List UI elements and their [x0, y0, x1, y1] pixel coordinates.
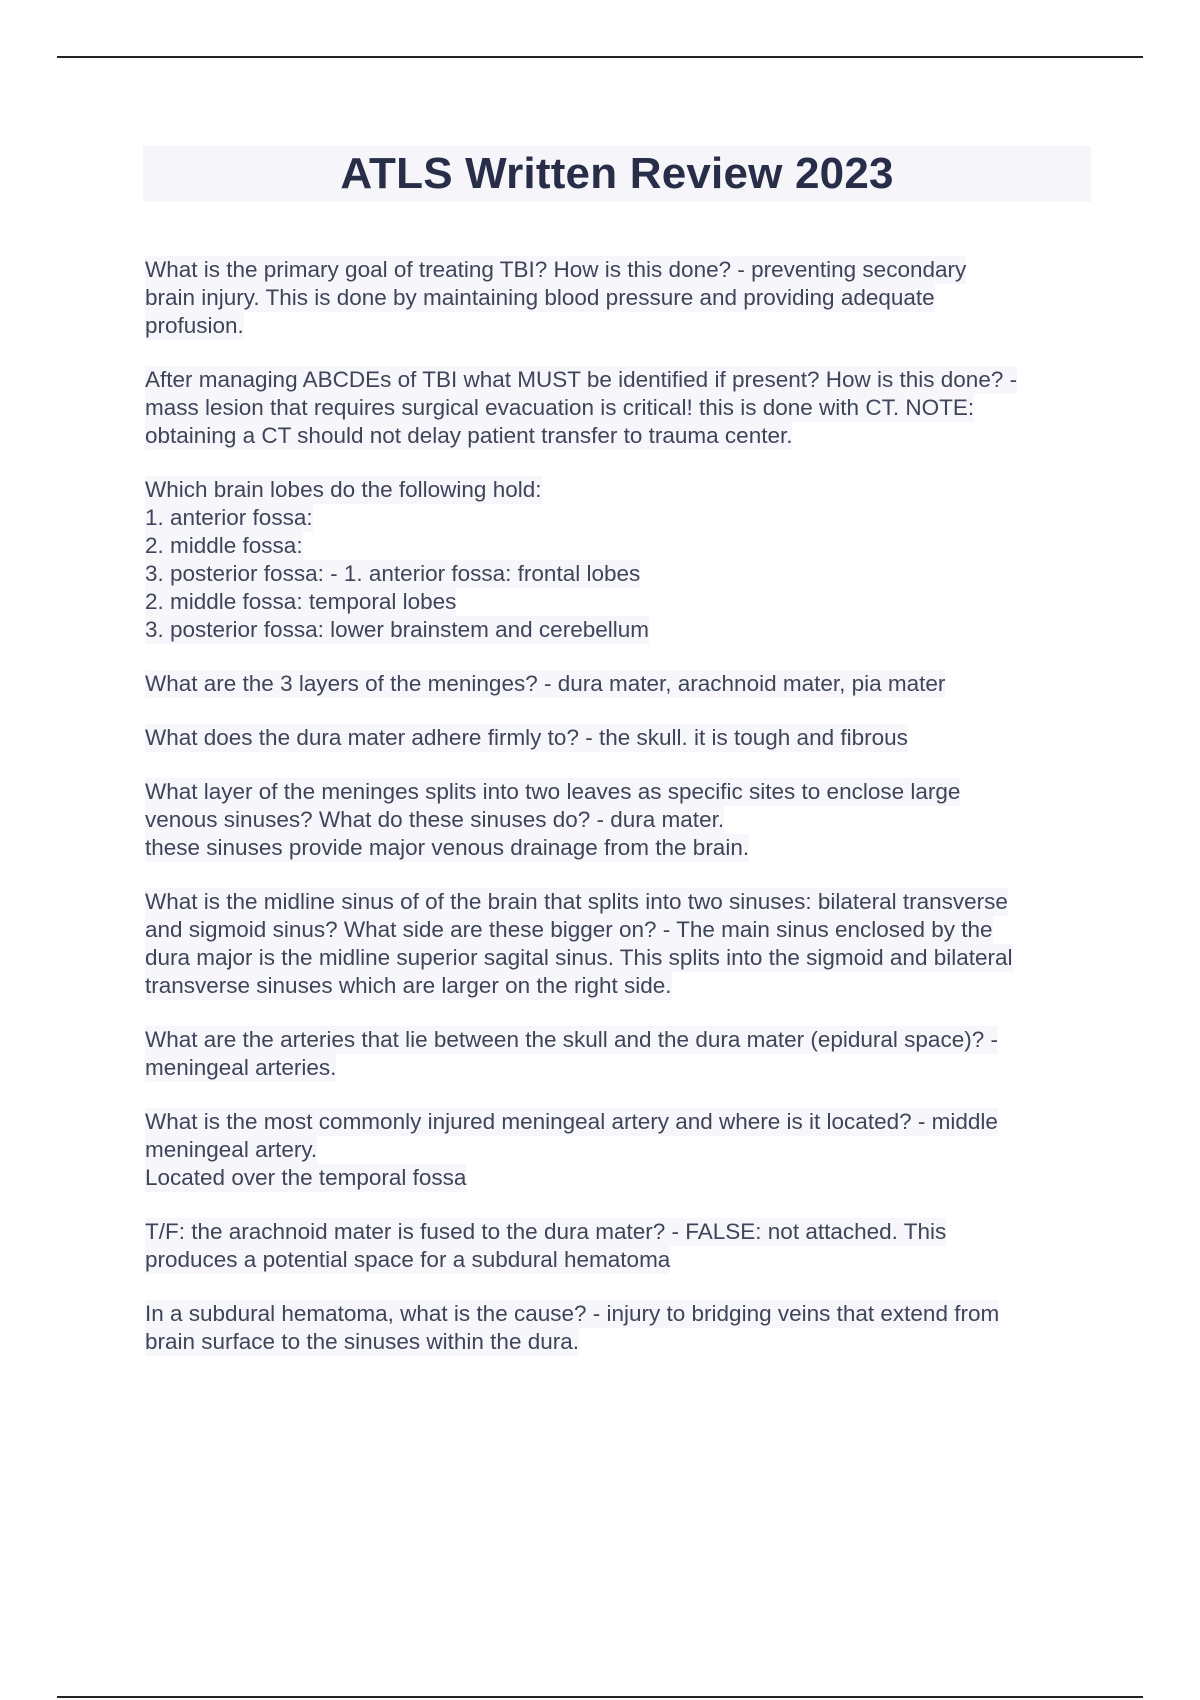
qa-item [145, 778, 1090, 862]
qa-line: What are the arteries that lie between the skull and the dura mater (epidural space)? - [145, 1027, 998, 1052]
document-title: ATLS Written Review 2023 [340, 149, 894, 198]
qa-line: T/F: the arachnoid mater is fused to the dura mater? - FALSE: not attached. This [145, 1219, 947, 1244]
bottom-divider [57, 1696, 1143, 1698]
qa-item [145, 1108, 1090, 1192]
qa-item [145, 1218, 1090, 1274]
qa-line: 2. middle fossa: [145, 533, 303, 558]
qa-line: 3. posterior fossa: - 1. anterior fossa: frontal lobes [145, 561, 641, 586]
qa-line: Which brain lobes do the following hold: [145, 477, 542, 502]
qa-item [145, 366, 1090, 450]
qa-line: produces a potential space for a subdural hematoma [145, 1247, 671, 1272]
qa-line: In a subdural hematoma, what is the cause? - injury to bridging veins that extend from [145, 1301, 1000, 1326]
qa-line: What are the 3 layers of the meninges? - dura mater, arachnoid mater, pia mater [145, 671, 946, 696]
qa-line: meningeal artery. [145, 1137, 318, 1162]
qa-line: these sinuses provide major venous drainage from the brain. [145, 835, 750, 860]
qa-line: 3. posterior fossa: lower brainstem and cerebellum [145, 617, 649, 642]
qa-line: After managing ABCDEs of TBI what MUST be identified if present? How is this done? - [145, 367, 1018, 392]
qa-item [145, 256, 1090, 340]
qa-line: Located over the temporal fossa [145, 1165, 467, 1190]
qa-line: meningeal arteries. [145, 1055, 337, 1080]
qa-line: brain surface to the sinuses within the dura. [145, 1329, 579, 1354]
qa-item [145, 1026, 1090, 1082]
qa-line: brain injury. This is done by maintaining blood pressure and providing adequate [145, 285, 935, 310]
qa-item [145, 888, 1090, 1000]
qa-item [145, 670, 1090, 698]
top-divider [57, 56, 1143, 58]
qa-item [145, 476, 1090, 644]
qa-list [145, 256, 1090, 1382]
qa-line: What is the primary goal of treating TBI? How is this done? - preventing secondary [145, 257, 967, 282]
qa-line: and sigmoid sinus? What side are these bigger on? - The main sinus enclosed by the [145, 917, 993, 942]
title-band [143, 146, 1091, 202]
qa-line: 2. middle fossa: temporal lobes [145, 589, 457, 614]
qa-line: 1. anterior fossa: [145, 505, 313, 530]
qa-line: venous sinuses? What do these sinuses do? - dura mater. [145, 807, 725, 832]
qa-line: What is the midline sinus of of the brain that splits into two sinuses: bilateral transverse [145, 889, 1008, 914]
qa-item [145, 724, 1090, 752]
qa-line: dura major is the midline superior sagital sinus. This splits into the sigmoid and bilateral [145, 945, 1013, 970]
qa-line: obtaining a CT should not delay patient transfer to trauma center. [145, 423, 793, 448]
qa-line: mass lesion that requires surgical evacuation is critical! this is done with CT. NOTE: [145, 395, 975, 420]
qa-line: transverse sinuses which are larger on the right side. [145, 973, 672, 998]
qa-line: What layer of the meninges splits into two leaves as specific sites to enclose large [145, 779, 961, 804]
qa-line: What does the dura mater adhere firmly to? - the skull. it is tough and fibrous [145, 725, 908, 750]
qa-item [145, 1300, 1090, 1356]
qa-line: What is the most commonly injured meningeal artery and where is it located? - middle [145, 1109, 998, 1134]
qa-line: profusion. [145, 313, 244, 338]
